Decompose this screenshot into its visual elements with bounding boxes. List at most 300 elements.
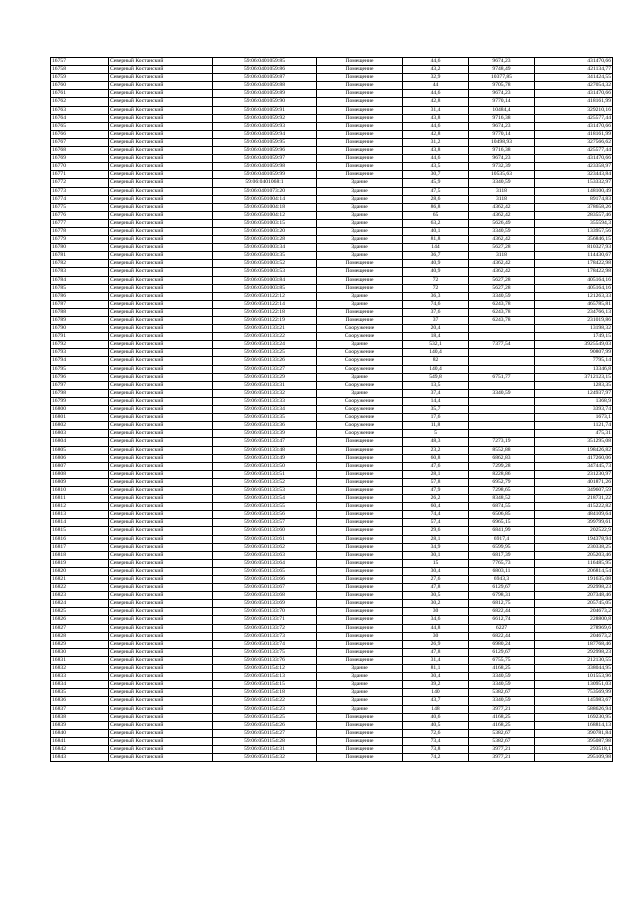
table-row <box>51 252 613 260</box>
row-number-cell: 16782 <box>51 260 109 268</box>
cadastral-number-cell: 59:06:0501133:31 <box>213 381 317 389</box>
object-type-cell: Сооружение <box>317 397 403 405</box>
area-cell: 81,1 <box>403 665 469 673</box>
object-type-cell: Сооружение <box>317 325 403 333</box>
area-cell: 13,5 <box>403 381 469 389</box>
table-row <box>51 632 613 640</box>
territory-cell: Северный Костанский <box>109 349 213 357</box>
object-type-cell: Здание <box>317 673 403 681</box>
table-row <box>51 486 613 494</box>
row-number-cell: 16785 <box>51 284 109 292</box>
object-type-cell: Помещение <box>317 656 403 664</box>
table-row <box>51 147 613 155</box>
cadastral-number-cell: 59:06:0501133:70 <box>213 608 317 616</box>
territory-cell: Северный Костанский <box>109 203 213 211</box>
object-type-cell: Помещение <box>317 106 403 114</box>
row-number-cell: 16758 <box>51 66 109 74</box>
area-cell: 27,6 <box>403 576 469 584</box>
table-row <box>51 163 613 171</box>
territory-cell: Северный Костанский <box>109 665 213 673</box>
object-type-cell: Здание <box>317 187 403 195</box>
area-cell: 30 <box>403 608 469 616</box>
table-row <box>51 397 613 405</box>
row-number-cell: 16789 <box>51 317 109 325</box>
area-cell: 11,8 <box>403 422 469 430</box>
area-cell: 30,2 <box>403 600 469 608</box>
unit-value-cell <box>469 381 535 389</box>
cadastral-number-cell: 59:06:0401059:87 <box>213 74 317 82</box>
row-number-cell: 16817 <box>51 543 109 551</box>
unit-value-cell: 7377,54 <box>469 341 535 349</box>
table-row <box>51 236 613 244</box>
territory-cell: Северный Костанский <box>109 478 213 486</box>
row-number-cell: 16831 <box>51 656 109 664</box>
table-row <box>51 211 613 219</box>
table-row <box>51 300 613 308</box>
territory-cell: Северный Костанский <box>109 576 213 584</box>
area-cell: 44,6 <box>403 58 469 66</box>
cadastral-number-cell: 59:06:0501003:15 <box>213 219 317 227</box>
row-number-cell: 16787 <box>51 300 109 308</box>
cadastral-value-cell: 341424,55 <box>535 74 613 82</box>
unit-value-cell: 6755,75 <box>469 656 535 664</box>
cadastral-number-cell: 59:06:0501122:12 <box>213 292 317 300</box>
unit-value-cell: 6612,74 <box>469 616 535 624</box>
area-cell: 36,3 <box>403 292 469 300</box>
cadastral-value-cell: 423358,97 <box>535 163 613 171</box>
table-row <box>51 608 613 616</box>
area-cell: 34,9 <box>403 543 469 551</box>
cadastral-number-cell: 59:06:0401059:89 <box>213 90 317 98</box>
unit-value-cell: 5382,67 <box>469 689 535 697</box>
cadastral-value-cell: 194378,94 <box>535 535 613 543</box>
area-cell: 73,8 <box>403 745 469 753</box>
table-row <box>51 138 613 146</box>
cadastral-value-cell: 206814,54 <box>535 567 613 575</box>
cadastral-number-cell: 59:06:0501003:35 <box>213 252 317 260</box>
cadastral-number-cell: 59:06:0401059:90 <box>213 98 317 106</box>
table-row <box>51 333 613 341</box>
cadastral-number-cell: 59:06:0501133:39 <box>213 430 317 438</box>
table-row <box>51 276 613 284</box>
cadastral-number-cell: 59:06:0501003:84 <box>213 276 317 284</box>
object-type-cell: Сооружение <box>317 357 403 365</box>
unit-value-cell: 9674,23 <box>469 122 535 130</box>
unit-value-cell: 8348,52 <box>469 495 535 503</box>
territory-cell: Северный Костанский <box>109 66 213 74</box>
row-number-cell: 16767 <box>51 138 109 146</box>
cadastral-value-cell: 231019,86 <box>535 317 613 325</box>
cadastral-value-cell: 417260,06 <box>535 454 613 462</box>
unit-value-cell: 6812,75 <box>469 600 535 608</box>
unit-value-cell <box>469 422 535 430</box>
cadastral-number-cell: 59:06:0501133:50 <box>213 462 317 470</box>
unit-value-cell: 3340,59 <box>469 389 535 397</box>
area-cell: 40,1 <box>403 227 469 235</box>
cadastral-value-cell: 1673,1 <box>535 414 613 422</box>
area-cell: 74,2 <box>403 754 469 762</box>
territory-cell: Северный Костанский <box>109 236 213 244</box>
object-type-cell: Помещение <box>317 495 403 503</box>
row-number-cell: 16814 <box>51 519 109 527</box>
territory-cell: Северный Костанский <box>109 754 213 762</box>
table-row <box>51 349 613 357</box>
row-number-cell: 16779 <box>51 236 109 244</box>
area-cell: 29,6 <box>403 527 469 535</box>
cadastral-value-cell: 401871,26 <box>535 478 613 486</box>
row-number-cell: 16776 <box>51 211 109 219</box>
row-number-cell: 16766 <box>51 130 109 138</box>
cadastral-number-cell: 59:06:0401059:94 <box>213 130 317 138</box>
territory-cell: Северный Костанский <box>109 90 213 98</box>
territory-cell: Северный Костанский <box>109 584 213 592</box>
area-cell: 26,2 <box>403 495 469 503</box>
area-cell: 30,4 <box>403 673 469 681</box>
territory-cell: Северный Костанский <box>109 656 213 664</box>
area-cell: 40,9 <box>403 260 469 268</box>
cadastral-value-cell: 327566,62 <box>535 138 613 146</box>
row-number-cell: 16791 <box>51 333 109 341</box>
area-cell: 43,5 <box>403 163 469 171</box>
territory-cell: Северный Костанский <box>109 397 213 405</box>
row-number-cell: 16818 <box>51 551 109 559</box>
cadastral-value-cell: 347445,73 <box>535 462 613 470</box>
row-number-cell: 16762 <box>51 98 109 106</box>
object-type-cell: Здание <box>317 300 403 308</box>
object-type-cell: Здание <box>317 689 403 697</box>
cadastral-number-cell: 59:06:0401059:97 <box>213 155 317 163</box>
table-row <box>51 82 613 90</box>
area-cell: 42,8 <box>403 130 469 138</box>
table-row <box>51 260 613 268</box>
object-type-cell: Помещение <box>317 438 403 446</box>
object-type-cell: Помещение <box>317 608 403 616</box>
table-row <box>51 325 613 333</box>
area-cell: 30,5 <box>403 592 469 600</box>
cadastral-value-cell: 204673,2 <box>535 608 613 616</box>
unit-value-cell: 9770,14 <box>469 130 535 138</box>
territory-cell: Северный Костанский <box>109 729 213 737</box>
object-type-cell: Помещение <box>317 171 403 179</box>
row-number-cell: 16838 <box>51 713 109 721</box>
area-cell: 30 <box>403 632 469 640</box>
territory-cell: Северный Костанский <box>109 114 213 122</box>
cadastral-value-cell: 588626,94 <box>535 705 613 713</box>
cadastral-value-cell: 231230,97 <box>535 470 613 478</box>
row-number-cell: 16760 <box>51 82 109 90</box>
row-number-cell: 16830 <box>51 648 109 656</box>
territory-cell: Северный Костанский <box>109 284 213 292</box>
area-cell: 43,8 <box>403 114 469 122</box>
cadastral-number-cell: 59:06:0501004:18 <box>213 203 317 211</box>
area-cell: 57,8 <box>403 478 469 486</box>
object-type-cell: Помещение <box>317 66 403 74</box>
table-row <box>51 268 613 276</box>
unit-value-cell <box>469 325 535 333</box>
cadastral-number-cell: 59:06:0501154:22 <box>213 697 317 705</box>
table-row <box>51 195 613 203</box>
unit-value-cell: 4168,25 <box>469 721 535 729</box>
table-row <box>51 478 613 486</box>
cadastral-value-cell: 338044,95 <box>535 665 613 673</box>
area-cell: 148 <box>403 705 469 713</box>
table-row <box>51 551 613 559</box>
territory-cell: Северный Костанский <box>109 365 213 373</box>
cadastral-number-cell: 59:06:0401073:20 <box>213 187 317 195</box>
area-cell: 17,6 <box>403 414 469 422</box>
table-row <box>51 511 613 519</box>
cadastral-value-cell: 7795,14 <box>535 357 613 365</box>
area-cell: 32,9 <box>403 74 469 82</box>
object-type-cell: Помещение <box>317 147 403 155</box>
row-number-cell: 16780 <box>51 244 109 252</box>
cadastral-number-cell: 59:06:0401059:86 <box>213 66 317 74</box>
area-cell: 15 <box>403 559 469 567</box>
area-cell: 44,8 <box>403 624 469 632</box>
row-number-cell: 16825 <box>51 608 109 616</box>
area-cell: 63,2 <box>403 219 469 227</box>
cadastral-number-cell: 59:06:0501133:55 <box>213 503 317 511</box>
object-type-cell: Помещение <box>317 462 403 470</box>
cadastral-number-cell: 59:06:0501133:63 <box>213 551 317 559</box>
row-number-cell: 16757 <box>51 58 109 66</box>
area-cell: 34,6 <box>403 616 469 624</box>
cadastral-number-cell: 59:06:0501133:21 <box>213 325 317 333</box>
table-row <box>51 58 613 66</box>
table-row <box>51 495 613 503</box>
object-type-cell: Помещение <box>317 543 403 551</box>
territory-cell: Северный Костанский <box>109 219 213 227</box>
area-cell: 37 <box>403 317 469 325</box>
table-row <box>51 543 613 551</box>
object-type-cell: Здание <box>317 195 403 203</box>
territory-cell: Северный Костанский <box>109 543 213 551</box>
object-type-cell: Здание <box>317 341 403 349</box>
object-type-cell: Помещение <box>317 317 403 325</box>
table-row <box>51 600 613 608</box>
table-row <box>51 66 613 74</box>
table-row <box>51 227 613 235</box>
cadastral-number-cell: 59:06:0501122:18 <box>213 308 317 316</box>
unit-value-cell: 9732,39 <box>469 163 535 171</box>
row-number-cell: 16820 <box>51 567 109 575</box>
cadastral-number-cell: 59:06:0501133:67 <box>213 584 317 592</box>
cadastral-number-cell: 59:06:0401059:99 <box>213 171 317 179</box>
unit-value-cell: 10377,85 <box>469 74 535 82</box>
row-number-cell: 16778 <box>51 227 109 235</box>
cadastral-number-cell: 59:06:0501133:52 <box>213 478 317 486</box>
cadastral-value-cell: 13346,8 <box>535 365 613 373</box>
area-cell: 74,6 <box>403 300 469 308</box>
object-type-cell: Сооружение <box>317 422 403 430</box>
object-type-cell: Помещение <box>317 640 403 648</box>
area-cell: 40,9 <box>403 268 469 276</box>
table-row <box>51 308 613 316</box>
territory-cell: Северный Костанский <box>109 697 213 705</box>
object-type-cell: Помещение <box>317 527 403 535</box>
cadastral-value-cell: 278969,6 <box>535 624 613 632</box>
cadastral-number-cell: 59:06:0501133:27 <box>213 365 317 373</box>
unit-value-cell: 7765,73 <box>469 559 535 567</box>
cadastral-number-cell: 59:06:0401059:96 <box>213 147 317 155</box>
territory-cell: Северный Костанский <box>109 689 213 697</box>
cadastral-value-cell: 425577,44 <box>535 147 613 155</box>
row-number-cell: 16843 <box>51 754 109 762</box>
table-row <box>51 406 613 414</box>
row-number-cell: 16840 <box>51 729 109 737</box>
cadastral-number-cell: 59:06:0501133:64 <box>213 559 317 567</box>
table-row <box>51 341 613 349</box>
territory-cell: Северный Костанский <box>109 414 213 422</box>
table-row <box>51 535 613 543</box>
cadastral-number-cell: 59:06:0501154:32 <box>213 754 317 762</box>
row-number-cell: 16807 <box>51 462 109 470</box>
unit-value-cell: 3340,59 <box>469 227 535 235</box>
table-row <box>51 438 613 446</box>
cadastral-number-cell: 59:06:0501154:18 <box>213 689 317 697</box>
object-type-cell: Помещение <box>317 503 403 511</box>
cadastral-number-cell: 59:06:0501133:24 <box>213 341 317 349</box>
cadastral-number-cell: 59:06:0501133:51 <box>213 470 317 478</box>
table-row <box>51 414 613 422</box>
area-cell: 28,1 <box>403 470 469 478</box>
cadastral-number-cell: 59:06:0501133:36 <box>213 422 317 430</box>
territory-cell: Северный Костанский <box>109 438 213 446</box>
unit-value-cell: 6822,44 <box>469 608 535 616</box>
unit-value-cell: 10484,4 <box>469 106 535 114</box>
territory-cell: Северный Костанский <box>109 495 213 503</box>
cadastral-number-cell: 59:06:0501133:32 <box>213 389 317 397</box>
row-number-cell: 16809 <box>51 478 109 486</box>
cadastral-number-cell: 59:06:0501133:25 <box>213 349 317 357</box>
unit-value-cell: 6798,31 <box>469 592 535 600</box>
cadastral-number-cell: 59:06:0501154:12 <box>213 665 317 673</box>
object-type-cell: Помещение <box>317 624 403 632</box>
unit-value-cell: 6952,79 <box>469 478 535 486</box>
row-number-cell: 16824 <box>51 600 109 608</box>
territory-cell: Северный Костанский <box>109 632 213 640</box>
territory-cell: Северный Костанский <box>109 155 213 163</box>
area-cell: 28,6 <box>403 195 469 203</box>
unit-value-cell: 8552,88 <box>469 446 535 454</box>
row-number-cell: 16763 <box>51 106 109 114</box>
unit-value-cell: 8228,86 <box>469 470 535 478</box>
territory-cell: Северный Костанский <box>109 106 213 114</box>
table-row <box>51 357 613 365</box>
object-type-cell: Сооружение <box>317 430 403 438</box>
table-row <box>51 713 613 721</box>
table-row <box>51 454 613 462</box>
object-type-cell: Здание <box>317 389 403 397</box>
object-type-cell: Помещение <box>317 58 403 66</box>
object-type-cell: Здание <box>317 179 403 187</box>
table-row <box>51 616 613 624</box>
row-number-cell: 16832 <box>51 665 109 673</box>
territory-cell: Северный Костанский <box>109 737 213 745</box>
cadastral-number-cell: 59:06:0401059:98 <box>213 163 317 171</box>
object-type-cell: Здание <box>317 219 403 227</box>
object-type-cell: Помещение <box>317 551 403 559</box>
territory-cell: Северный Костанский <box>109 122 213 130</box>
object-type-cell: Помещение <box>317 511 403 519</box>
cadastral-value-cell: 168814,13 <box>535 721 613 729</box>
territory-cell: Северный Костанский <box>109 462 213 470</box>
object-type-cell: Помещение <box>317 729 403 737</box>
row-number-cell: 16768 <box>51 147 109 155</box>
area-cell: 86,8 <box>403 203 469 211</box>
row-number-cell: 16771 <box>51 171 109 179</box>
object-type-cell: Здание <box>317 211 403 219</box>
cadastral-number-cell: 59:06:0501133:47 <box>213 438 317 446</box>
territory-cell: Северный Костанский <box>109 187 213 195</box>
cadastral-value-cell: 178422,98 <box>535 268 613 276</box>
table-row <box>51 754 613 762</box>
area-cell: 72 <box>403 284 469 292</box>
cadastral-value-cell: 234766,13 <box>535 308 613 316</box>
row-number-cell: 16799 <box>51 397 109 405</box>
row-number-cell: 16806 <box>51 454 109 462</box>
unit-value-cell: 6506,85 <box>469 511 535 519</box>
object-type-cell: Сооружение <box>317 406 403 414</box>
area-cell: 47,8 <box>403 584 469 592</box>
row-number-cell: 16812 <box>51 503 109 511</box>
unit-value-cell: 9674,23 <box>469 58 535 66</box>
area-cell: 36,7 <box>403 252 469 260</box>
cadastral-number-cell: 59:06:0501133:74 <box>213 640 317 648</box>
territory-cell: Северный Костанский <box>109 252 213 260</box>
table-row <box>51 527 613 535</box>
table-row <box>51 219 613 227</box>
area-cell: 65 <box>403 211 469 219</box>
territory-cell: Северный Костанский <box>109 244 213 252</box>
unit-value-cell: 5627,28 <box>469 244 535 252</box>
territory-cell: Северный Костанский <box>109 624 213 632</box>
unit-value-cell: 6862,83 <box>469 454 535 462</box>
cadastral-value-cell: 3393,74 <box>535 406 613 414</box>
row-number-cell: 16834 <box>51 681 109 689</box>
cadastral-number-cell: 59:06:0501133:26 <box>213 357 317 365</box>
object-type-cell: Помещение <box>317 478 403 486</box>
cadastral-number-cell: 59:06:0401059:85 <box>213 58 317 66</box>
row-number-cell: 16829 <box>51 640 109 648</box>
area-cell: 532,1 <box>403 341 469 349</box>
unit-value-cell: 3118 <box>469 195 535 203</box>
cadastral-number-cell: 59:06:0501133:48 <box>213 446 317 454</box>
unit-value-cell: 3340,59 <box>469 292 535 300</box>
row-number-cell: 16808 <box>51 470 109 478</box>
territory-cell: Северный Костанский <box>109 527 213 535</box>
area-cell: 47,9 <box>403 486 469 494</box>
table-row <box>51 74 613 82</box>
cadastral-value-cell: 405164,16 <box>535 284 613 292</box>
cadastral-number-cell: 59:06:0501133:29 <box>213 373 317 381</box>
territory-cell: Северный Костанский <box>109 276 213 284</box>
cadastral-number-cell: 59:06:0501122:14 <box>213 300 317 308</box>
cadastral-number-cell: 59:06:0501154:27 <box>213 729 317 737</box>
unit-value-cell: 10498,93 <box>469 138 535 146</box>
table-row <box>51 430 613 438</box>
object-type-cell: Помещение <box>317 114 403 122</box>
object-type-cell: Помещение <box>317 130 403 138</box>
area-cell: 48,3 <box>403 438 469 446</box>
cadastral-number-cell: 59:06:0501133:61 <box>213 535 317 543</box>
row-number-cell: 16788 <box>51 308 109 316</box>
unit-value-cell: 6943,3 <box>469 576 535 584</box>
cadastral-value-cell: 431470,66 <box>535 122 613 130</box>
object-type-cell: Помещение <box>317 486 403 494</box>
area-cell: 47,8 <box>403 648 469 656</box>
table-row <box>51 519 613 527</box>
